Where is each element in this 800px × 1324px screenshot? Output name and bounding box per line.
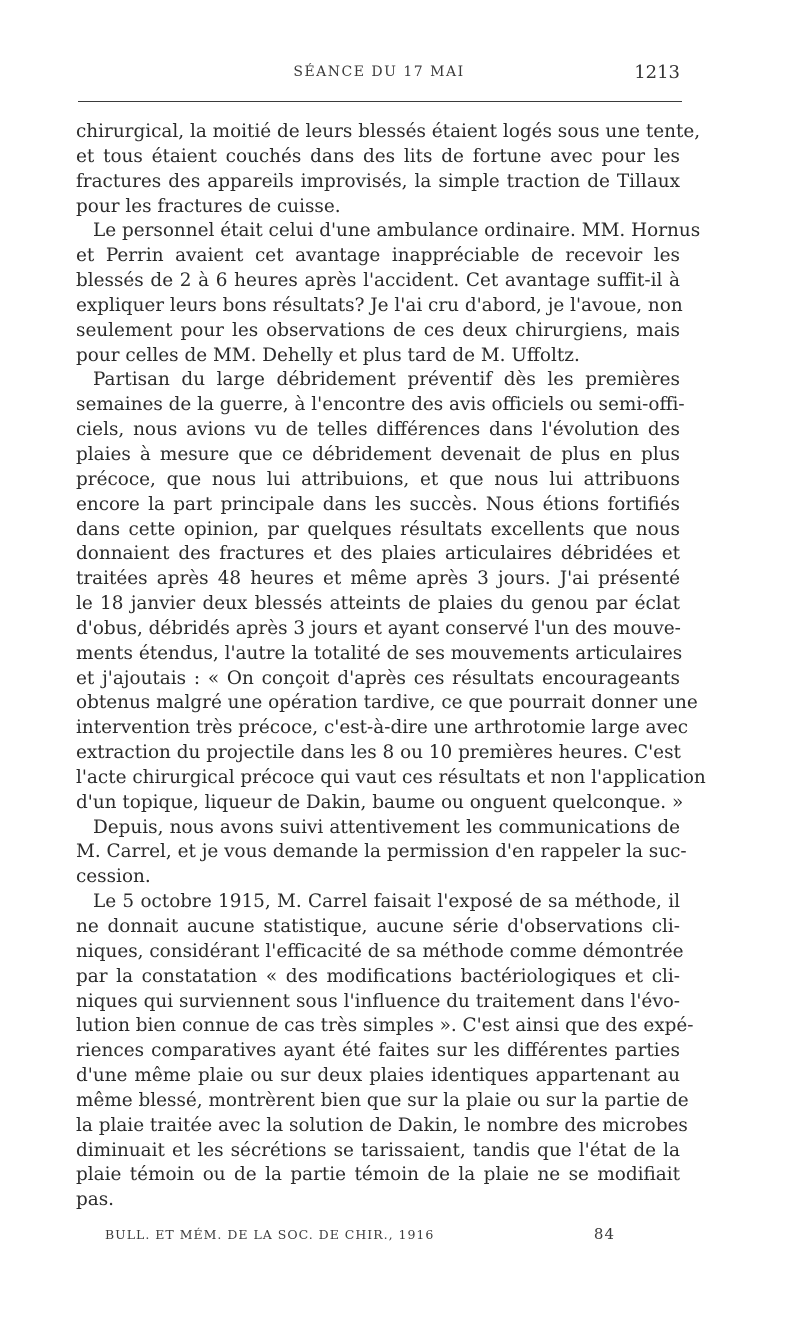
text-line: fractures des appareils improvisés, la simple traction de Tillaux	[76, 170, 680, 192]
text-line: ne donnait aucune statistique, aucune série d'observations cli-	[76, 916, 680, 937]
text-line: plaie témoin ou de la partie témoin de la plaie ne se modifiait	[76, 1164, 680, 1186]
text-line: extraction du projectile dans les 8 ou 10 premières heures. C'est	[76, 742, 681, 764]
paragraph-5	[76, 890, 694, 1213]
text-line: ciels, nous avions vu de telles différences dans l'évolution des	[76, 419, 680, 441]
text-line: Le 5 octobre 1915, M. Carrel faisait l'exposé de sa méthode, il	[93, 891, 680, 913]
text-line: M. Carrel, et je vous demande la permission d'en rappeler la suc-	[76, 841, 687, 863]
signature-mark: 84	[593, 1225, 615, 1243]
text-line: par la constatation « des modifications bactériologiques et cli-	[76, 965, 680, 987]
text-line: et Perrin avaient cet avantage inappréciable de recevoir les	[76, 245, 680, 267]
text-line: intervention très précoce, c'est-à-dire une arthrotomie large avec	[76, 717, 689, 739]
text-line: plaies à mesure que ce débridement devenait de plus en plus	[76, 443, 680, 465]
text-line: obtenus malgré une opération tardive, ce que pourrait donner une	[76, 692, 698, 714]
text-line: semaines de la guerre, à l'encontre des avis officiels ou semi-offi-	[76, 394, 685, 416]
text-line: seulement pour les observations de ces deux chirurgiens, mais	[76, 319, 680, 341]
body-text	[76, 120, 706, 1213]
text-line: d'un topique, liqueur de Dakin, baume ou onguent quelconque. »	[76, 791, 684, 813]
text-line: niques qui surviennent sous l'influence du traitement dans l'évo-	[76, 990, 680, 1012]
text-line: et tous étaient couchés dans des lits de fortune avec pour les	[76, 145, 680, 167]
header-rule	[78, 101, 682, 102]
text-line: pour les fractures de cuisse.	[76, 195, 341, 217]
text-line: le 18 janvier deux blessés atteints de plaies du genou par éclat	[76, 593, 680, 615]
text-line: cession.	[76, 866, 151, 888]
running-header	[78, 62, 680, 86]
paragraph-1	[76, 120, 701, 219]
text-line: Le personnel était celui d'une ambulance ordinaire. MM. Hornus	[93, 220, 701, 242]
paragraph-3	[76, 368, 706, 815]
text-line: traitées après 48 heures et même après 3 jours. J'ai présenté	[76, 568, 680, 590]
text-line: riences comparatives ayant été faites sur les différentes parties	[76, 1040, 680, 1062]
text-line: diminuait et les sécrétions se tarissaient, tandis que l'état de la	[76, 1139, 680, 1161]
text-line: pour celles de MM. Dehelly et plus tard de M. Uffoltz.	[76, 344, 580, 366]
paragraph-2	[76, 219, 701, 368]
text-line: niques, considérant l'efficacité de sa méthode comme démontrée	[76, 940, 684, 962]
running-title: SÉANCE DU 17 MAI	[293, 64, 465, 80]
journal-reference: BULL. ET MÉM. DE LA SOC. DE CHIR., 1916	[105, 1227, 435, 1242]
text-line: encore la part principale dans les succès. Nous étions fortifiés	[76, 493, 680, 515]
page-number: 1213	[634, 62, 680, 83]
text-line: ments étendus, l'autre la totalité de ses mouvements articulaires	[76, 642, 683, 664]
text-line: blessés de 2 à 6 heures après l'accident. Cet avantage suffit-il à	[76, 270, 680, 292]
text-line: lution bien connue de cas très simples ». C'est ainsi que des expé-	[76, 1015, 694, 1037]
text-line: Partisan du large débridement préventif dès les premières	[93, 369, 680, 391]
text-line: l'acte chirurgical précoce qui vaut ces résultats et non l'application	[76, 766, 706, 788]
text-line: Depuis, nous avons suivi attentivement les communications de	[93, 816, 680, 838]
text-line: donnaient des fractures et des plaies articulaires débridées et	[76, 543, 680, 565]
paragraph-4	[76, 816, 687, 891]
page-footer	[105, 1225, 615, 1247]
text-line: d'obus, débridés après 3 jours et ayant conservé l'un des mouve-	[76, 617, 681, 639]
text-line: la plaie traitée avec la solution de Dakin, le nombre des microbes	[76, 1114, 688, 1136]
text-line: d'une même plaie ou sur deux plaies identiques appartenant au	[76, 1065, 680, 1087]
text-line: expliquer leurs bons résultats? Je l'ai cru d'abord, je l'avoue, non	[76, 294, 683, 316]
text-line: chirurgical, la moitié de leurs blessés étaient logés sous une tente,	[76, 121, 701, 142]
text-line: précoce, que nous lui attribuions, et que nous lui attribuons	[76, 468, 680, 490]
text-line: et j'ajoutais : « On conçoit d'après ces résultats encourageants	[76, 667, 680, 689]
text-line: dans cette opinion, par quelques résultats excellents que nous	[76, 518, 680, 540]
text-line: même blessé, montrèrent bien que sur la plaie ou sur la partie de	[76, 1089, 689, 1111]
text-line: pas.	[76, 1189, 115, 1211]
